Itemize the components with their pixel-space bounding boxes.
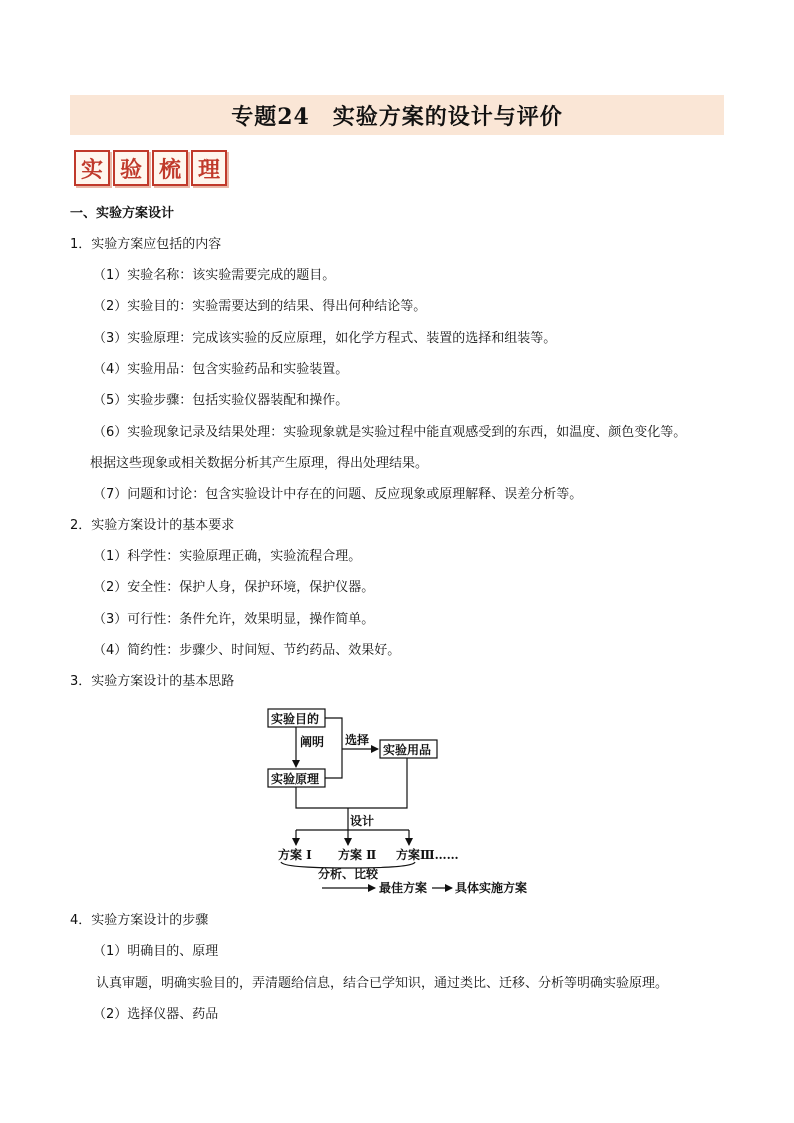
page-title: 专题24 实验方案的设计与评价 — [231, 103, 563, 130]
stamp-char: 理 — [191, 150, 227, 186]
analyze-label: 分析、比较 — [318, 867, 379, 881]
item-point: （2）安全性：保护人身，保护环境，保护仪器。 — [93, 580, 375, 595]
item-title: 4．实验方案设计的步骤 — [70, 913, 209, 928]
item-point: （1）科学性：实验原理正确，实验流程合理。 — [93, 549, 362, 564]
purpose-label: 实验目的 — [271, 712, 320, 726]
item-point: （4）实验用品：包含实验药品和实验装置。 — [93, 362, 349, 377]
item-title: 1．实验方案应包括的内容 — [70, 237, 222, 252]
item-point: （7）问题和讨论：包含实验设计中存在的问题、反应现象或原理解释、误差分析等。 — [93, 487, 583, 502]
item-point: （1）实验名称：该实验需要完成的题目。 — [93, 268, 336, 283]
paragraph: 认真审题，明确实验目的，弄清题给信息，结合已学知识，通过类比、迁移、分析等明确实验原理。 — [96, 976, 669, 991]
sub-title: （2）选择仪器、药品 — [93, 1007, 219, 1022]
principle-label: 实验原理 — [271, 772, 320, 786]
item-point: 根据这些现象或相关数据分析其产生原理，得出处理结果。 — [90, 456, 429, 471]
stamp-char: 验 — [113, 150, 149, 186]
select-label: 选择 — [345, 733, 370, 747]
sub-title: （1）明确目的、原理 — [93, 944, 219, 959]
item-point: （3）实验原理：完成该实验的反应原理，如化学方程式、装置的选择和组装等。 — [93, 331, 557, 346]
stamp-char: 实 — [74, 150, 110, 186]
supplies-label: 实验用品 — [383, 743, 432, 757]
item-title: 2．实验方案设计的基本要求 — [70, 518, 235, 533]
best-plan-label: 最佳方案 — [379, 881, 428, 895]
concrete-plan-label: 具体实施方案 — [455, 881, 528, 895]
item-point: （3）可行性：条件允许，效果明显，操作简单。 — [93, 612, 375, 627]
item-point: （5）实验步骤：包括实验仪器装配和操作。 — [93, 393, 349, 408]
plan1-label: 方案 Ⅰ — [278, 848, 312, 862]
plan2-label: 方案 Ⅱ — [338, 848, 377, 862]
item-point: （4）简约性：步骤少、时间短、节约药品、效果好。 — [93, 643, 401, 658]
plan3-label: 方案Ⅲ…… — [396, 848, 459, 862]
clarify-label: 阐明 — [300, 735, 325, 749]
design-label: 设计 — [350, 814, 375, 828]
stamp-char: 梳 — [152, 150, 188, 186]
item-point: （6）实验现象记录及结果处理：实验现象就是实验过程中能直观感受到的东西，如温度、颜色变化等。 — [93, 425, 687, 440]
item-point: （2）实验目的：实验需要达到的结果、得出何种结论等。 — [93, 299, 427, 314]
section-heading: 一、实验方案设计 — [70, 206, 175, 221]
item-title: 3．实验方案设计的基本思路 — [70, 674, 235, 689]
